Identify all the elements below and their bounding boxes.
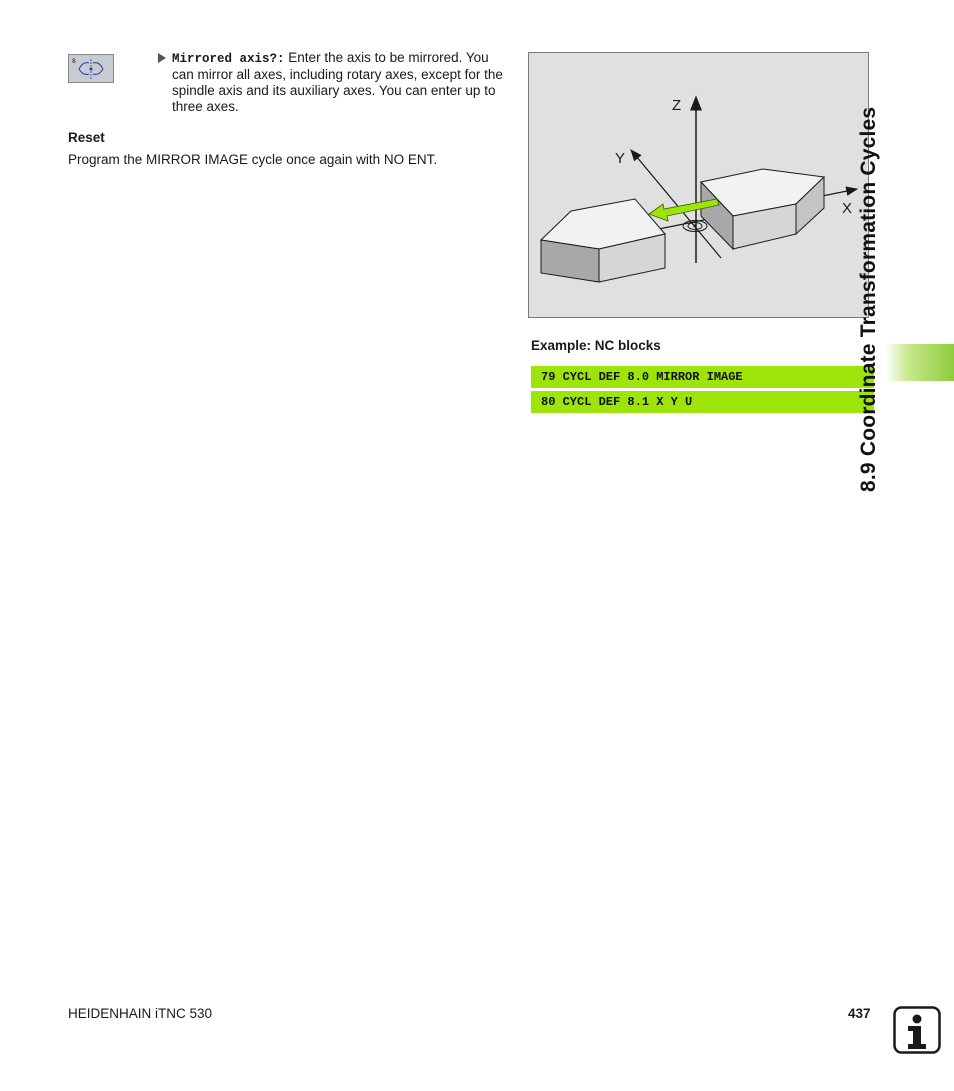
reset-heading: Reset bbox=[68, 130, 105, 145]
mirrored-block-left bbox=[541, 199, 665, 282]
nc-block: 80 CYCL DEF 8.1 X Y U bbox=[531, 391, 874, 413]
chapter-title: 8.9 Coordinate Transformation Cycles bbox=[857, 106, 880, 492]
parameter-description: Enter the axis to be mirrored. You can mirror all axes, including rotary axes, except for the spindle axis and its auxiliary axes. You can enter up to three axes. bbox=[172, 50, 503, 114]
info-icon bbox=[893, 1006, 941, 1054]
axis-label-y: Y bbox=[615, 150, 626, 167]
axis-label-z: Z bbox=[672, 97, 682, 114]
example-heading: Example: NC blocks bbox=[531, 338, 661, 353]
footer-product: HEIDENHAIN iTNC 530 bbox=[68, 1006, 213, 1021]
mirror-image-figure bbox=[528, 52, 869, 318]
parameter-text bbox=[172, 50, 510, 115]
parameter-code: Mirrored axis?: bbox=[172, 52, 285, 66]
nc-block: 79 CYCL DEF 8.0 MIRROR IMAGE bbox=[531, 366, 874, 388]
page-number: 437 bbox=[848, 1006, 871, 1021]
mirror-cycle-softkey-icon bbox=[68, 54, 114, 83]
chapter-tab-marker bbox=[885, 344, 954, 381]
mirror-center-icon bbox=[683, 221, 707, 232]
reset-body: Program the MIRROR IMAGE cycle once again with NO ENT. bbox=[68, 152, 438, 167]
original-block-right bbox=[701, 169, 824, 249]
parameter-mirrored-axis bbox=[158, 50, 510, 115]
axis-label-x: X bbox=[842, 200, 853, 217]
svg-text:8: 8 bbox=[72, 58, 76, 65]
bullet-arrow-icon bbox=[158, 53, 166, 63]
